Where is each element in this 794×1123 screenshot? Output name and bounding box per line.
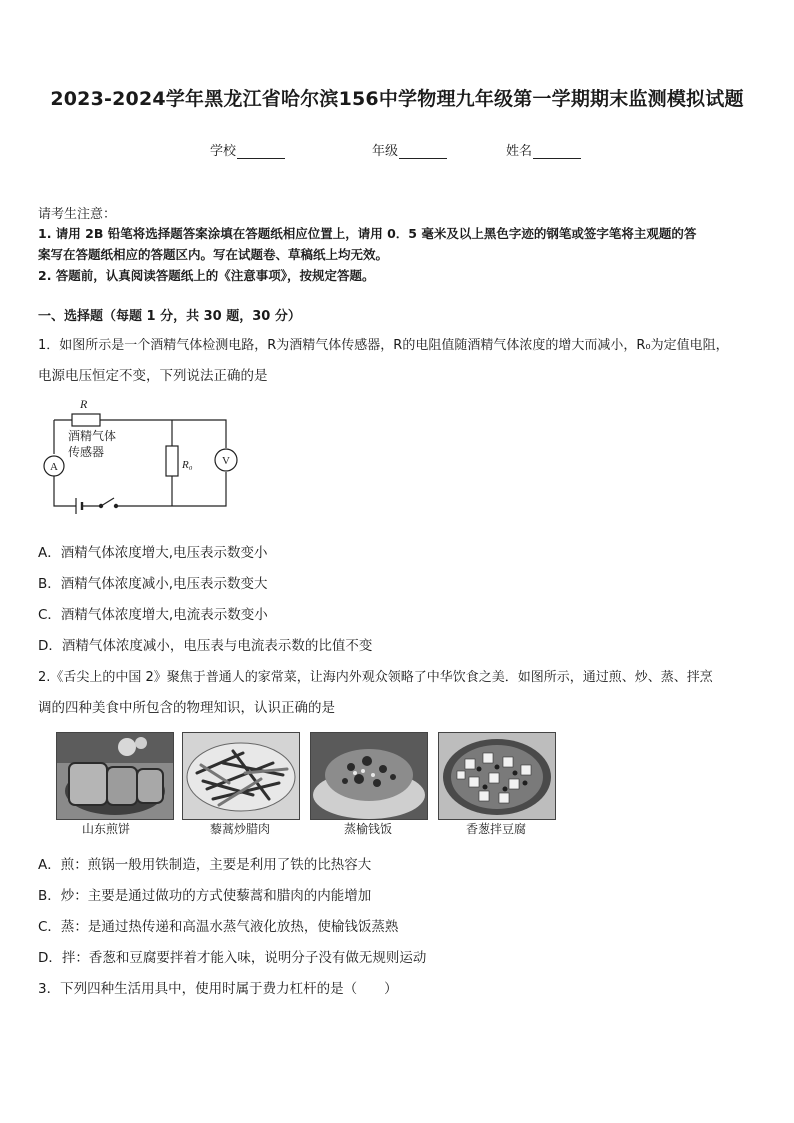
wire-bottom-right bbox=[116, 472, 226, 506]
sensor-label-line2: 传感器 bbox=[68, 445, 105, 459]
q2-option-c: C．蒸：是通过热传递和高温水蒸气液化放热，使榆钱饭蒸熟 bbox=[38, 919, 399, 935]
name-field bbox=[506, 140, 581, 159]
caption-2: 藜蒿炒腊肉 bbox=[209, 822, 270, 836]
resistor-r0 bbox=[166, 446, 178, 476]
q1-option-d: D．酒精气体浓度减小，电压表与电流表示数的比值不变 bbox=[38, 638, 373, 654]
grade-blank bbox=[399, 146, 447, 159]
photo-stirfry-bacon bbox=[182, 732, 300, 820]
q1-text-line2: 电源电压恒定不变，下列说法正确的是 bbox=[38, 368, 268, 384]
grade-label: 年级 bbox=[372, 144, 399, 159]
q2-option-a: A．煎：煎锅一般用铁制造，主要是利用了铁的比热容大 bbox=[38, 857, 372, 873]
q1-option-a: A．酒精气体浓度增大,电压表示数变小 bbox=[38, 545, 268, 561]
ammeter-label: A bbox=[50, 461, 58, 473]
notice-heading: 请考生注意： bbox=[38, 207, 117, 222]
notice-item2: 2. 答题前，认真阅读答题纸上的《注意事项》，按规定答题。 bbox=[38, 268, 375, 283]
q1-option-b: B．酒精气体浓度减小,电压表示数变大 bbox=[38, 576, 268, 592]
notice-item1-line1: 1. 请用 2B 铅笔将选择题答案涂填在答题纸相应位置上，请用 0．5 毫米及以上黑色字迹的钢笔或签字笔将主观题的答 bbox=[38, 226, 697, 241]
q2-option-d: D．拌：香葱和豆腐要拌着才能入味，说明分子没有做无规则运动 bbox=[38, 950, 427, 966]
q2-option-b: B．炒：主要是通过做功的方式使藜蒿和腊肉的内能增加 bbox=[38, 888, 372, 904]
circuit-diagram bbox=[38, 392, 248, 522]
q1-text-line1: 1．如图所示是一个酒精气体检测电路，R为酒精气体传感器，R的电阻值随酒精气体浓度的增大而减小，R₀为定值电阻， bbox=[38, 338, 729, 353]
notice-item1-line2: 案写在答题纸相应的答题区内。写在试题卷、草稿纸上均无效。 bbox=[38, 247, 389, 262]
photo-steamed-elm-rice bbox=[310, 732, 428, 820]
r0-label: R₀ bbox=[182, 459, 193, 471]
q3-text-line1: 3．下列四种生活用具中，使用时属于费力杠杆的是（ ） bbox=[38, 981, 398, 997]
caption-1: 山东煎饼 bbox=[81, 822, 130, 836]
sensor-label-line1: 酒精气体 bbox=[68, 429, 117, 443]
r-label: R bbox=[80, 397, 88, 411]
section-heading: 一、选择题（每题 1 分，共 30 题，30 分） bbox=[38, 309, 301, 324]
caption-4: 香葱拌豆腐 bbox=[465, 822, 526, 836]
page-title: 2023-2024学年黑龙江省哈尔滨156中学物理九年级第一学期期末监测模拟试题 bbox=[50, 88, 744, 110]
q1-option-c: C．酒精气体浓度增大,电流表示数变小 bbox=[38, 607, 268, 623]
school-field bbox=[210, 140, 285, 159]
voltmeter-label: V bbox=[222, 455, 230, 467]
school-blank bbox=[237, 146, 285, 159]
q2-text-line1: 2.《舌尖上的中国 2》聚焦于普通人的家常菜，让海内外观众领略了中华饮食之美．如图所示，通过煎、炒、蒸、拌烹 bbox=[38, 670, 713, 685]
name-blank bbox=[533, 146, 581, 159]
resistor-r bbox=[72, 414, 100, 426]
photo-scallion-tofu bbox=[438, 732, 556, 820]
caption-3: 蒸榆钱饭 bbox=[343, 822, 392, 836]
photo-shandong-pancake bbox=[56, 732, 174, 820]
grade-field bbox=[372, 140, 447, 159]
q2-text-line2: 调的四种美食中所包含的物理知识，认识正确的是 bbox=[38, 700, 335, 716]
switch-blade bbox=[101, 498, 114, 506]
school-label: 学校 bbox=[210, 144, 237, 159]
wire-left-bottom bbox=[54, 476, 76, 506]
wire-top-right bbox=[100, 420, 226, 448]
name-label: 姓名 bbox=[506, 144, 533, 159]
